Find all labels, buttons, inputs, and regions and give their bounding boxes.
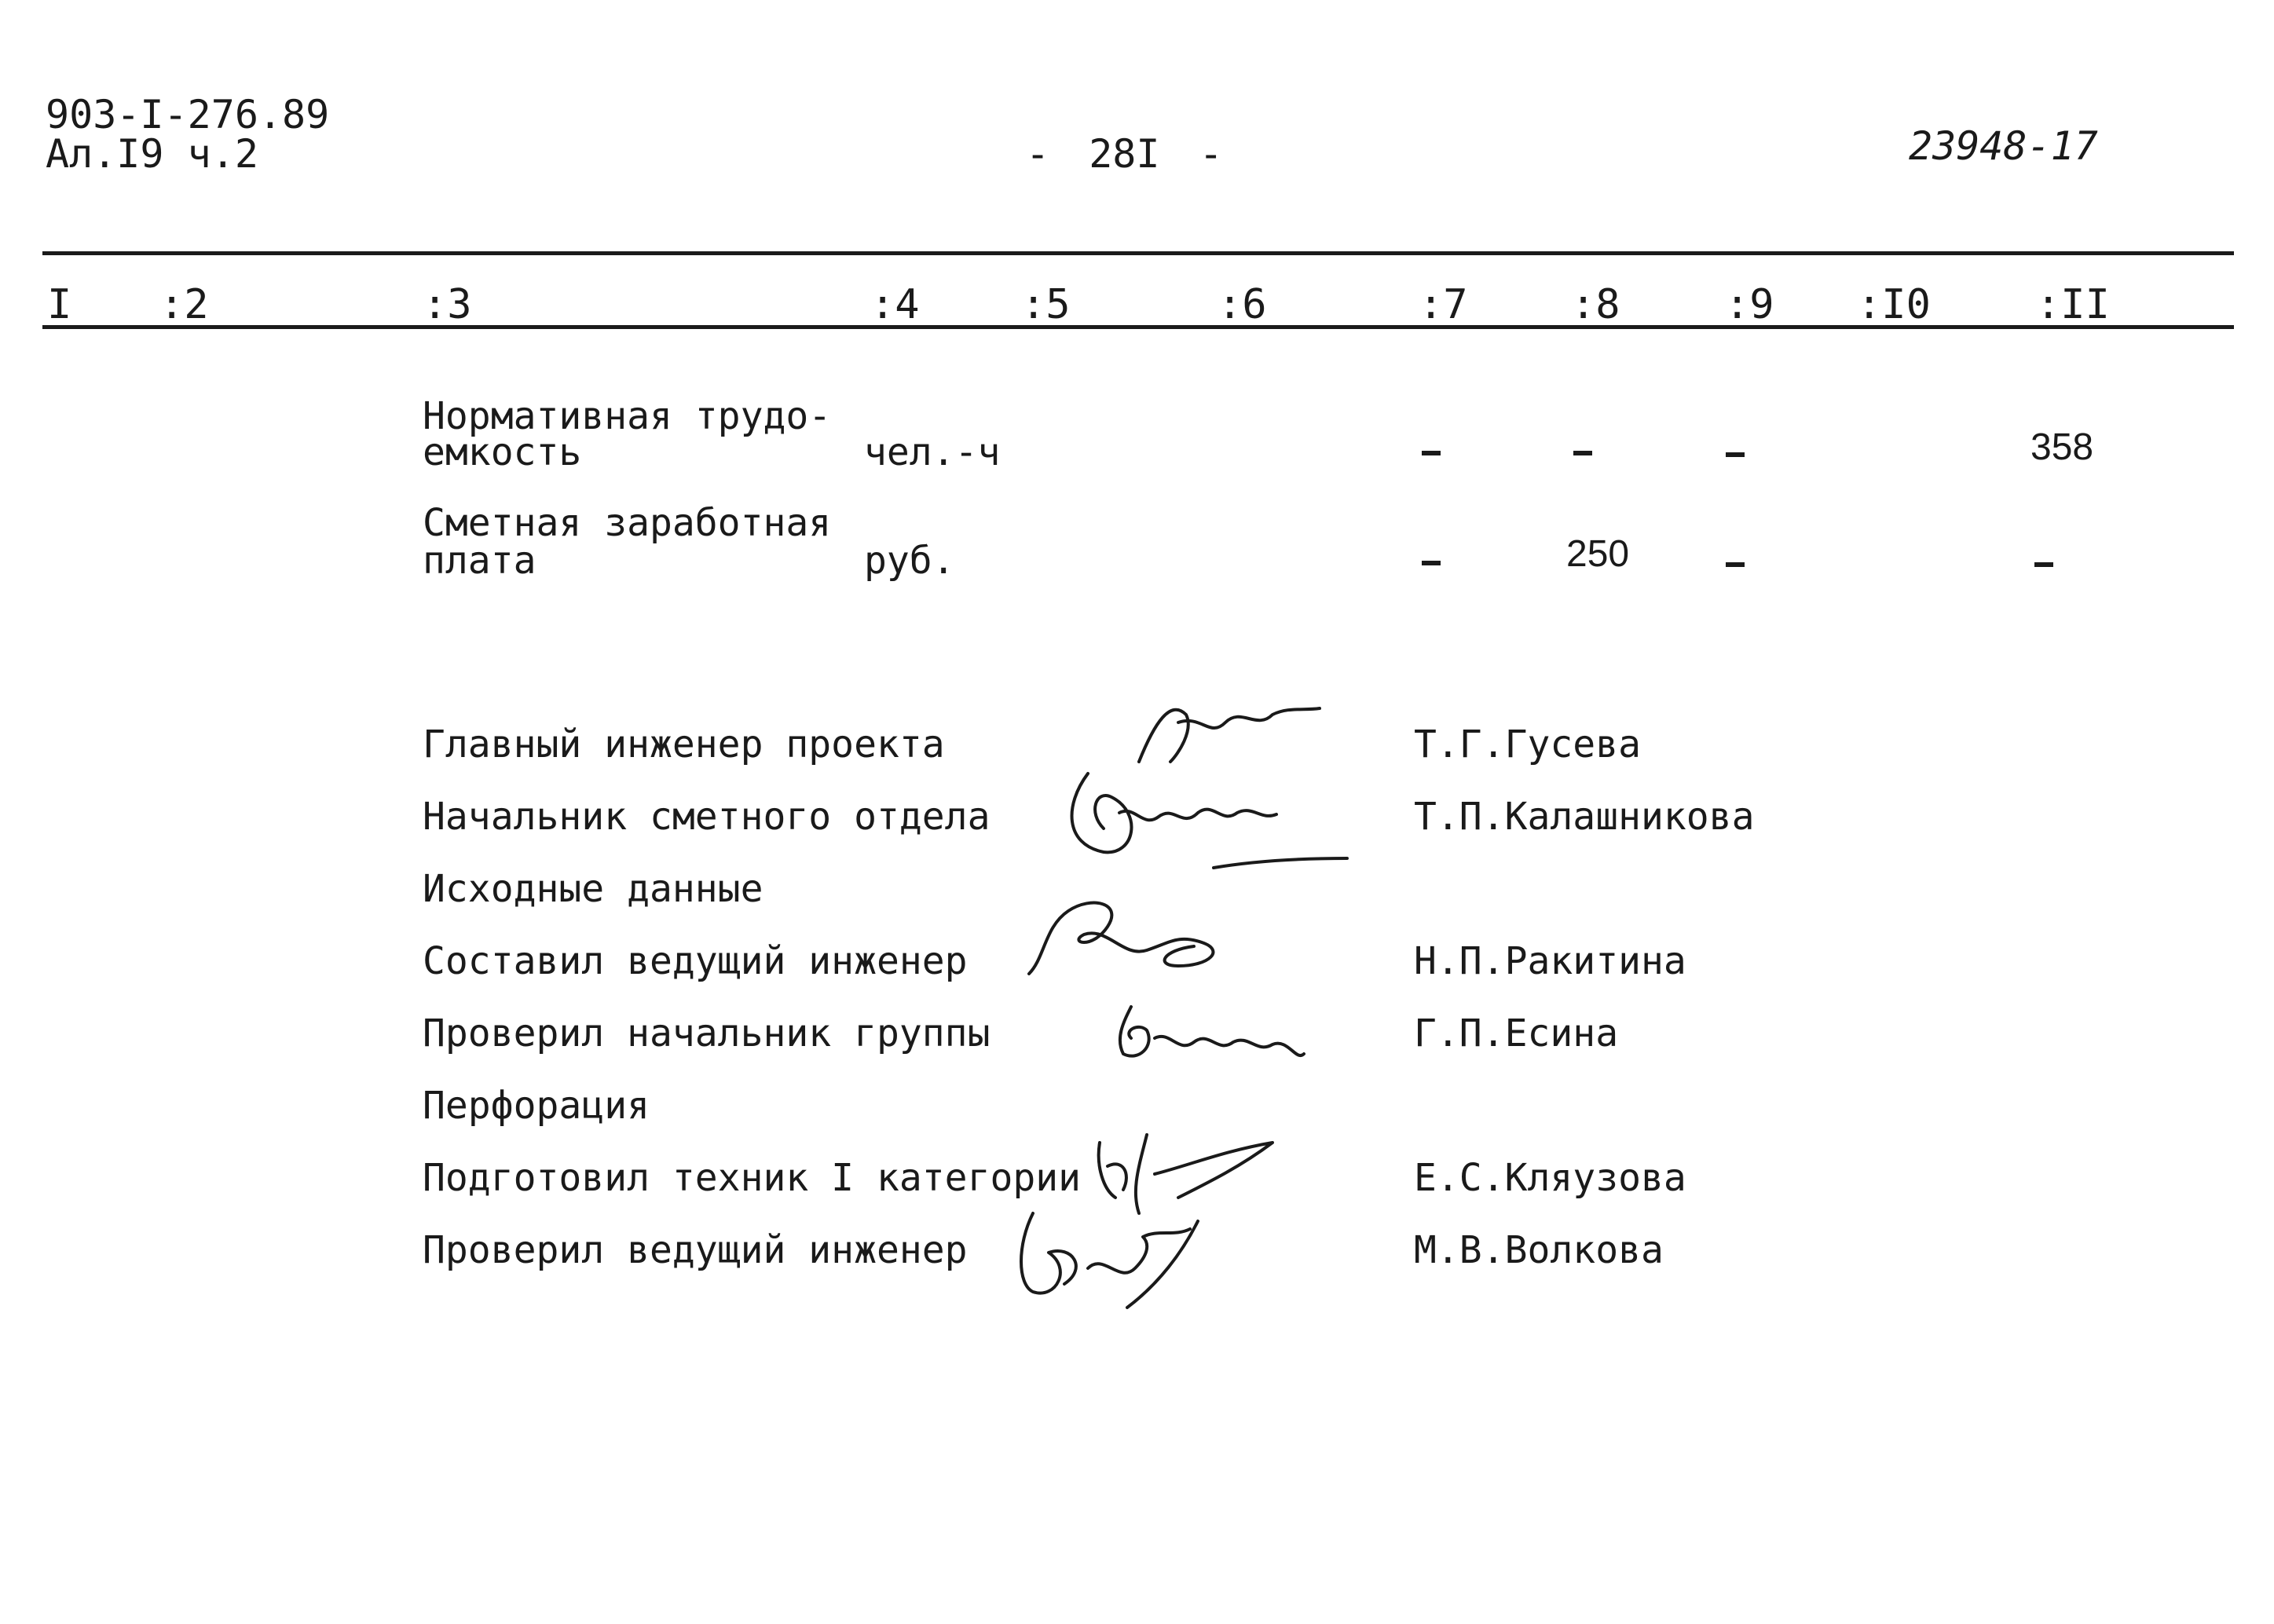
signature-name-checked-by: М.В.Волкова: [1414, 1228, 1664, 1272]
row-labor-name-line1: Нормативная трудо-: [423, 394, 832, 438]
signature-mark-rakitina: [1021, 887, 1257, 993]
column-number-5: :5: [1021, 281, 1071, 328]
column-number-2: :2: [159, 281, 209, 328]
row-wage-name-line1: Сметная заработная: [423, 501, 832, 545]
row-labor-col8: [1573, 451, 1592, 455]
row-labor-name-line2: емкость: [423, 430, 582, 474]
row-wage-unit: руб.: [864, 539, 955, 583]
signature-role-chief-engineer: Главный инженер проекта: [423, 722, 945, 766]
column-number-11: :II: [2036, 281, 2110, 328]
row-wage-name-line2: плата: [423, 539, 536, 583]
signature-mark-kalashnikova: [1056, 758, 1355, 879]
document-code: 903-I-276.89: [46, 92, 330, 137]
page-number: - 28I -: [1026, 131, 1223, 177]
row-wage-col7: [1422, 561, 1441, 565]
column-number-6: :6: [1218, 281, 1267, 328]
column-number-8: :8: [1571, 281, 1620, 328]
signature-role-group-check: Проверил начальник группы: [423, 1011, 991, 1055]
signature-name-compiled-by: Н.П.Ракитина: [1414, 939, 1686, 983]
row-wage-col11: [2034, 562, 2053, 567]
signature-name-prepared-by: Е.С.Кляузова: [1414, 1156, 1686, 1200]
signature-name-chief-engineer: Т.Г.Гусева: [1414, 722, 1641, 766]
column-number-7: :7: [1419, 281, 1468, 328]
signature-mark-volkova: [1009, 1198, 1245, 1319]
section-perforation: Перфорация: [423, 1084, 650, 1128]
row-labor-col9: [1726, 452, 1745, 457]
row-labor-col7: [1422, 451, 1441, 455]
column-number-4: :4: [870, 281, 920, 328]
row-labor-unit: чел.-ч: [864, 430, 1001, 474]
signature-role-checked-by: Проверил ведущий инженер: [423, 1228, 968, 1272]
column-number-9: :9: [1725, 281, 1774, 328]
row-wage-col8: 250: [1566, 533, 1630, 575]
column-number-3: :3: [423, 281, 472, 328]
column-number-10: :I0: [1857, 281, 1931, 328]
signature-name-estimate-head: Т.П.Калашникова: [1414, 795, 1755, 839]
table-top-rule: [42, 251, 2234, 255]
row-wage-col9: [1726, 562, 1745, 567]
column-number-1: I: [47, 281, 72, 328]
inventory-number: 23948-17: [1909, 123, 2098, 169]
signature-name-group-check: Г.П.Есина: [1414, 1011, 1619, 1055]
signature-role-prepared-by: Подготовил техник I категории: [423, 1156, 1082, 1200]
signature-role-compiled-by: Составил ведущий инженер: [423, 939, 968, 983]
section-source-data: Исходные данные: [423, 867, 763, 911]
row-labor-col11: 358: [2030, 426, 2094, 468]
signature-mark-esina: [1108, 999, 1312, 1073]
album-label: Ал.I9 ч.2: [46, 131, 258, 177]
signature-role-estimate-head: Начальник сметного отдела: [423, 795, 991, 839]
